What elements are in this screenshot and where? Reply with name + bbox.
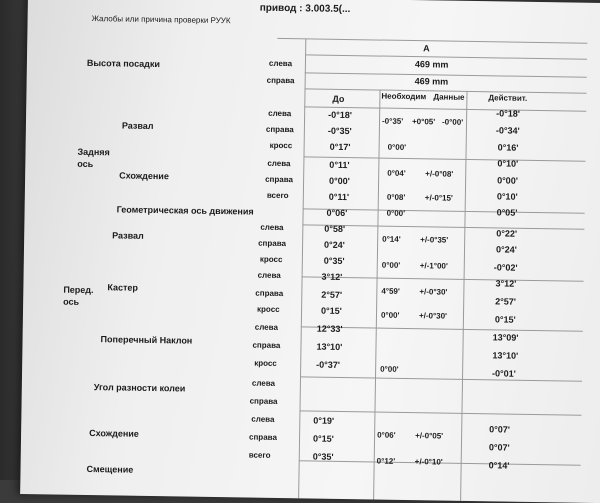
value-tolerance: +/-0°08' <box>425 169 454 179</box>
value-do: -0°18' <box>328 109 352 121</box>
ride-height-right-value: 469 mm <box>414 76 449 87</box>
value-tolerance: +/-1°00' <box>419 261 448 271</box>
value-actual: 0°16' <box>497 142 519 153</box>
column-header-need: Необходим <box>381 91 427 102</box>
value-actual: -0°18' <box>496 108 521 119</box>
value-need: 0°00' <box>380 310 400 320</box>
toe-diff-label: Угол разности колеи <box>93 382 186 394</box>
value-actual: 13°10' <box>492 350 519 361</box>
value-actual: -0°02' <box>493 262 518 273</box>
thrust-angle-label: Геометрическая ось движения <box>116 204 254 217</box>
side-label: слева <box>268 108 292 119</box>
value-do: -0°35' <box>327 125 352 137</box>
value-do: -0°37' <box>316 359 341 370</box>
value-do: 13°10' <box>316 341 343 352</box>
value-do: 0°35' <box>312 451 334 462</box>
value-tolerance: -0°00' <box>441 117 464 127</box>
value-actual: 0°15' <box>494 314 516 325</box>
value-do: 2°57' <box>321 289 343 300</box>
report-subtitle: Жалобы или причина проверки РУУК <box>91 14 231 26</box>
value-need: 0°08' <box>386 192 406 202</box>
side-label: слева <box>251 414 275 424</box>
column-group-a: A <box>423 43 430 54</box>
caster-label: Кастер <box>107 282 139 293</box>
grid-line <box>299 410 581 415</box>
grid-line <box>300 376 582 381</box>
value-need: 0°00' <box>380 364 399 374</box>
value-do: 0°35' <box>323 255 345 267</box>
ride-height-left-value: 469 mm <box>414 59 449 70</box>
value-actual: 0°14' <box>488 460 510 471</box>
column-header-actual: Действит. <box>488 93 528 103</box>
sai-label: Поперечный Наклон <box>100 334 193 346</box>
side-label: справа <box>252 340 281 351</box>
front-camber-label: Развал <box>112 230 144 241</box>
side-label: слева <box>268 58 293 69</box>
grid-line <box>301 326 583 331</box>
value-actual: 0°24' <box>495 244 517 255</box>
value-need: 0°14' <box>382 234 401 244</box>
value-actual: -0°34' <box>495 125 520 136</box>
side-label: кросс <box>259 254 283 265</box>
value-actual: 0°10' <box>496 191 518 202</box>
grid-line <box>277 38 587 44</box>
value-tolerance: +/-0°35' <box>420 235 449 245</box>
value-tolerance: +0°05' <box>411 117 436 127</box>
value-do: 0°11' <box>328 191 350 203</box>
value-actual: 0°10' <box>497 158 519 169</box>
side-label: справа <box>249 396 278 406</box>
value-tolerance: +/-0°05' <box>415 431 444 441</box>
value-need: 4°59' <box>381 286 400 296</box>
value-need: -0°35' <box>381 116 404 126</box>
value-tolerance: +/-0°30' <box>419 287 448 297</box>
value-need: 0°12' <box>376 456 396 466</box>
side-label: слева <box>267 158 291 169</box>
value-need: 0°00' <box>387 142 407 152</box>
side-label: справа <box>266 75 295 86</box>
value-actual: 2°57' <box>495 296 517 307</box>
side-label: справа <box>265 174 294 185</box>
rear-toe-label: Схождение <box>119 170 169 182</box>
value-need: 0°06' <box>377 430 396 440</box>
rear-axle-label: Задняя ось <box>77 146 110 169</box>
value-actual: 13°09' <box>492 332 519 343</box>
column-header-data: Данные <box>433 92 465 102</box>
value-actual: 3°12' <box>495 278 517 289</box>
side-label: всего <box>248 450 271 460</box>
grid-line <box>302 276 584 281</box>
value-tolerance: +/-0°15' <box>424 193 453 203</box>
value-actual: 0°07' <box>488 442 510 453</box>
alignment-report-sheet <box>20 0 600 503</box>
front-toe-label: Схождение <box>89 428 139 439</box>
side-label: всего <box>266 190 289 201</box>
side-label: слева <box>251 378 276 388</box>
value-actual: 0°00' <box>497 175 518 186</box>
offset-label: Смещение <box>86 463 134 475</box>
side-label: справа <box>255 288 284 299</box>
ride-height-label: Высота посадки <box>86 57 161 70</box>
side-label: слева <box>254 322 279 332</box>
value-tolerance: +/-0°10' <box>414 457 443 467</box>
side-label: слева <box>257 270 281 281</box>
value-do: 12°33' <box>316 323 343 334</box>
value-tolerance: +/-0°30' <box>418 311 448 321</box>
side-label: справа <box>248 432 278 442</box>
grid-line <box>460 91 467 501</box>
value-do: 0°19' <box>313 415 335 426</box>
side-label: справа <box>265 124 294 135</box>
value-do: 0°58' <box>324 223 346 235</box>
header-top-text: привод : 3.003.5(... <box>259 2 351 16</box>
value-do: 0°24' <box>324 239 345 251</box>
value-do: 0°15' <box>312 433 334 444</box>
front-axle-label: Перед. ось <box>63 284 94 307</box>
side-label: кросс <box>269 140 293 151</box>
value-do: 0°00' <box>329 175 350 187</box>
value-actual: -0°01' <box>492 368 516 379</box>
value-do: 0°15' <box>320 305 342 316</box>
side-label: кросс <box>254 358 277 368</box>
value-do: 0°17' <box>329 141 351 153</box>
value-actual: 0°05' <box>496 207 518 218</box>
rear-camber-label: Развал <box>121 120 154 131</box>
value-actual: 0°07' <box>489 424 511 435</box>
value-do: 0°11' <box>329 159 350 171</box>
value-need: 0°04' <box>387 168 406 178</box>
column-header-do: До <box>332 93 345 104</box>
value-need: 0°00' <box>386 208 406 218</box>
side-label: справа <box>258 238 287 249</box>
value-actual: 0°22' <box>496 228 518 239</box>
side-label: слева <box>260 222 284 233</box>
value-do: 3°12' <box>321 271 343 282</box>
value-do: 0°06' <box>326 207 348 219</box>
value-need: 0°00' <box>381 260 401 270</box>
side-label: кросс <box>257 304 280 314</box>
